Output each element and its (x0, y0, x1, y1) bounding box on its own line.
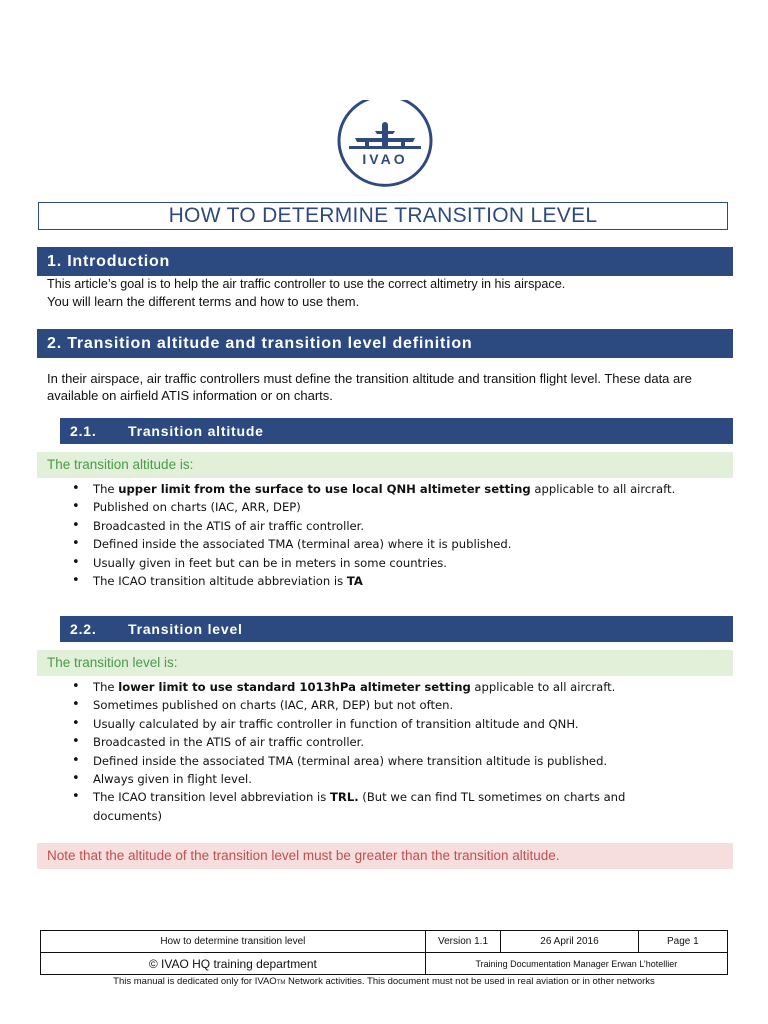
footer-table (40, 930, 728, 975)
section-2-1-heading (60, 418, 733, 444)
list-item: • Usually given in feet but can be in meters in some countries. (72, 554, 692, 572)
section-title: Transition altitude (128, 423, 264, 439)
list-item: • Defined inside the associated TMA (terminal area) where it is published. (72, 535, 692, 553)
list-item: • Broadcasted in the ATIS of air traffic controller. (72, 517, 692, 535)
list-item: • The ICAO transition level abbreviation is TRL. (But we can find TL sometimes on charts and documents) (72, 788, 692, 825)
section-2-heading: 2. Transition altitude and transition level definition (37, 329, 733, 358)
footer-page: Page 1 (638, 931, 727, 953)
page-title: HOW TO DETERMINE TRANSITION LEVEL (38, 202, 728, 230)
transition-level-list (72, 678, 692, 825)
logo-text: IVAO (362, 151, 408, 167)
list-item: • Broadcasted in the ATIS of air traffic controller. (72, 733, 692, 751)
list-item: • Always given in flight level. (72, 770, 692, 788)
footer-disclaimer: This manual is dedicated only for IVAOTM Network activities. This document must not be used in real aviation or in other networks (113, 976, 655, 987)
intro-paragraph (47, 276, 727, 310)
section-number: 2.2. (70, 621, 97, 637)
footer-manager: Training Documentation Manager Erwan L’hotellier (425, 953, 727, 975)
footer-date: 26 April 2016 (501, 931, 638, 953)
transition-level-callout: The transition level is: (37, 650, 733, 676)
transition-altitude-list (72, 480, 692, 590)
section-2-paragraph: In their airspace, air traffic controllers must define the transition altitude and transition flight level. These data are available on airfield ATIS information or on charts. (47, 371, 692, 403)
list-item: • Defined inside the associated TMA (terminal area) where transition altitude is published. (72, 752, 692, 770)
section-1-heading: 1. Introduction (37, 247, 733, 276)
footer-department: © IVAO HQ training department (41, 953, 426, 975)
intro-line-1: This article’s goal is to help the air traffic controller to use the correct altimetry in his airspace. (47, 277, 566, 291)
note-callout: Note that the altitude of the transition level must be greater than the transition altitude. (37, 843, 733, 869)
section-title: Transition level (128, 621, 243, 637)
list-item: • The ICAO transition altitude abbreviation is TA (72, 572, 692, 590)
list-item: • Published on charts (IAC, ARR, DEP) (72, 498, 692, 516)
list-item: • Usually calculated by air traffic controller in function of transition altitude and QNH. (72, 715, 692, 733)
list-item: • The upper limit from the surface to use local QNH altimeter setting applicable to all aircraft. (72, 480, 692, 498)
footer-version: Version 1.1 (425, 931, 501, 953)
list-item: • The lower limit to use standard 1013hPa altimeter setting applicable to all aircraft. (72, 678, 692, 696)
ivao-logo (335, 100, 435, 188)
list-item: • Sometimes published on charts (IAC, ARR, DEP) but not often. (72, 696, 692, 714)
section-number: 2.1. (70, 423, 97, 439)
footer-doc-title: How to determine transition level (41, 931, 426, 953)
intro-line-2: You will learn the different terms and how to use them. (47, 294, 360, 309)
section-2-2-heading (60, 616, 733, 642)
transition-altitude-callout: The transition altitude is: (37, 452, 733, 478)
